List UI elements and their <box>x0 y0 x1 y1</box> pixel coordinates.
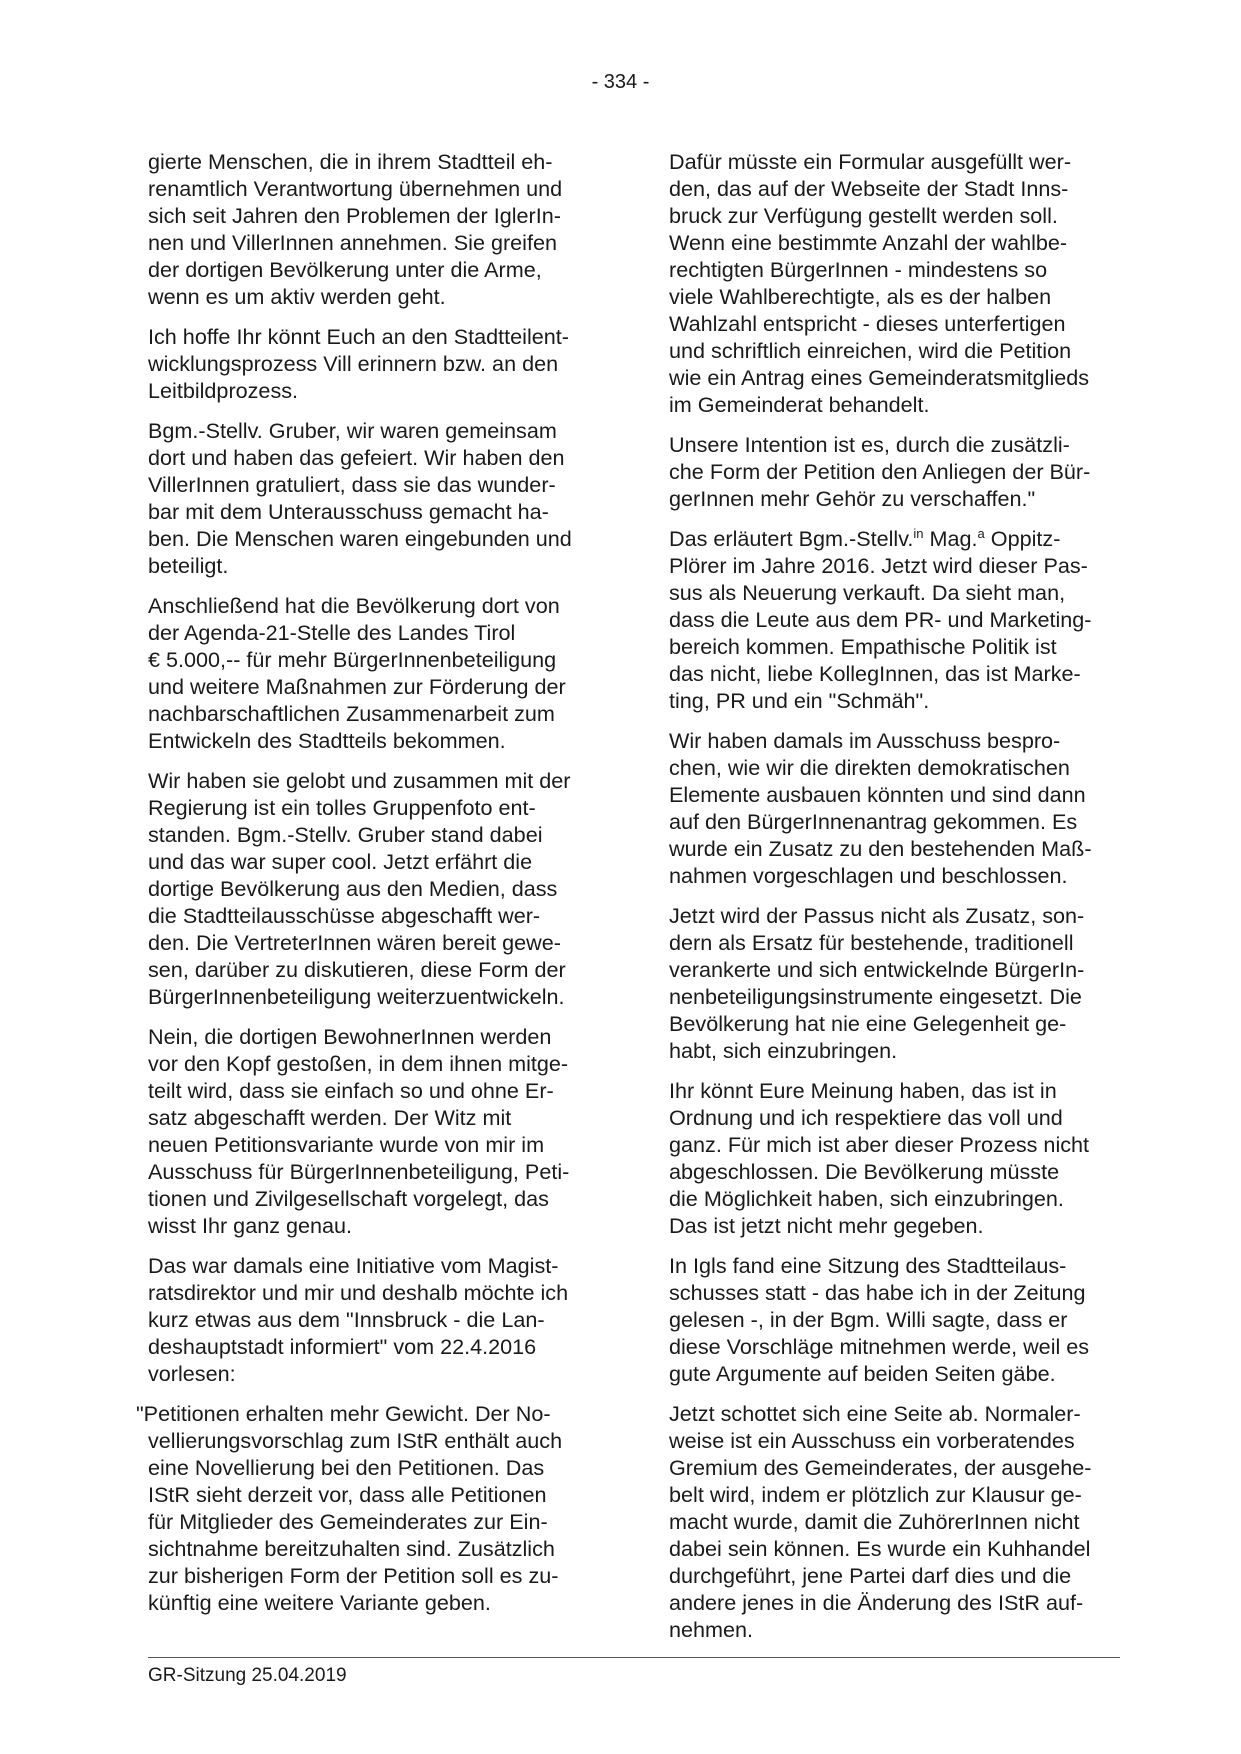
footer-divider <box>148 1657 1120 1658</box>
paragraph: Ihr könnt Eure Meinung haben, das ist in Ordnung und ich respektiere das voll und ganz. Für mich ist aber dieser Prozess nicht abgeschlossen. Die Bevölkerung müsste die Möglichkeit haben, sich einzubringen. Das ist jetzt nicht mehr gegeben. <box>669 1078 1090 1238</box>
paragraph: Anschließend hat die Bevölkerung dort von der Agenda-21-Stelle des Landes Tirol € 5.000,-- für mehr BürgerInnenbeteiligung und weitere Maßnahmen zur Förderung der nachbarschaftlichen Zusammenarbeit zum Entwickeln des Stadtteils bekommen. <box>148 593 566 753</box>
quote-paragraph: "Petitionen erhalten mehr Gewicht. Der No- vellierungsvorschlag zum IStR enthält auch eine Novellierung bei den Petitionen. Das IStR sieht derzeit vor, dass alle Petitionen für Mitglieder des Gemeinderates zur Ein- sichtnahme bereitzuhalten sind. Zusätzlich zur bisherigen Form der Petition soll es zu- künftig eine weitere Variante geben. <box>136 1401 563 1615</box>
text-run: Mag. <box>923 526 978 551</box>
footer-session-date: GR-Sitzung 25.04.2019 <box>148 1665 347 1686</box>
right-column <box>669 148 1121 1656</box>
paragraph: Dafür müsste ein Formular ausgefüllt wer- den, das auf der Webseite der Stadt Inns- bruck zur Verfügung gestellt werden soll. Wenn eine bestimmte Anzahl der wahlbe- rechtigten BürgerInnen - mindestens so viele Wahlberechtigte, als es der halben Wahlzahl entspricht - dieses unterfertigen und schriftlich einreichen, wird die Petition wie ein Antrag eines Gemeinderatsmitglieds im Gemeinderat behandelt. <box>669 149 1090 417</box>
paragraph: Wir haben damals im Ausschuss bespro- chen, wie wir die direkten demokratischen Elemente ausbauen könnten und sind dann auf den BürgerInnenantrag gekommen. Es wurde ein Zusatz zu den bestehenden Maß- nahmen vorgeschlagen und beschlossen. <box>669 728 1092 888</box>
paragraph: In Igls fand eine Sitzung des Stadtteilaus- schusses statt - das habe ich in der Zeitung gelesen -, in der Bgm. Willi sagte, dass er diese Vorschläge mitnehmen werde, weil es gute Argumente auf beiden Seiten gäbe. <box>669 1253 1090 1386</box>
page-number: - 334 - <box>591 71 650 93</box>
superscript: in <box>913 525 924 541</box>
paragraph: gierte Menschen, die in ihrem Stadtteil eh- renamtlich Verantwortung übernehmen und sich seit Jahren den Problemen der IglerIn- nen und VillerInnen annehmen. Sie greifen der dortigen Bevölkerung unter die Arme, wenn es um aktiv werden geht. <box>148 149 563 309</box>
superscript: a <box>977 525 985 541</box>
paragraph: Wir haben sie gelobt und zusammen mit der Regierung ist ein tolles Gruppenfoto ent- standen. Bgm.-Stellv. Gruber stand dabei und das war super cool. Jetzt erfährt die dortige Bevölkerung aus den Medien, dass die Stadtteilausschüsse abgeschafft wer- den. Die VertreterInnen wären bereit gewe- sen, darüber zu diskutieren, diese Form der BürgerInnenbeteiligung weiterzuentwickeln. <box>148 768 571 1009</box>
paragraph: Jetzt wird der Passus nicht als Zusatz, son- dern als Ersatz für bestehende, traditionell verankerte und sich entwickelnde BürgerIn- nenbeteiligungsinstrumente eingesetzt. Die Bevölkerung hat nie eine Gelegenheit ge- habt, sich einzubringen. <box>669 903 1085 1063</box>
paragraph-oppitz <box>669 525 1121 714</box>
paragraph: Das war damals eine Initiative vom Magist- ratsdirektor und mir und deshalb möchte ich kurz etwas aus dem "Innsbruck - die Lan- deshauptstadt informiert" vom 22.4.2016 vorlesen: <box>148 1253 569 1386</box>
paragraph: Bgm.-Stellv. Gruber, wir waren gemeinsam dort und haben das gefeiert. Wir haben den VillerInnen gratuliert, dass sie das wunder- bar mit dem Unterausschuss gemacht ha- ben. Die Menschen waren eingebunden und beteiligt. <box>148 418 572 578</box>
paragraph: Nein, die dortigen BewohnerInnen werden vor den Kopf gestoßen, in dem ihnen mitge- teilt wird, dass sie einfach so und ohne Er- satz abgeschafft werden. Der Witz mit neuen Petitionsvariante wurde von mir im Ausschuss für BürgerInnenbeteiligung, Peti- tionen und Zivilgesellschaft vorgelegt, das wisst Ihr ganz genau. <box>148 1024 570 1238</box>
paragraph: Unsere Intention ist es, durch die zusätzli- che Form der Petition den Anliegen der Bür- gerInnen mehr Gehör zu verschaffen." <box>669 432 1091 511</box>
text-run: Das erläutert Bgm.-Stellv. <box>669 526 914 551</box>
paragraph: Ich hoffe Ihr könnt Euch an den Stadtteilent- wicklungsprozess Vill erinnern bzw. an den Leitbildprozess. <box>148 324 569 403</box>
paragraph: Jetzt schottet sich eine Seite ab. Normaler- weise ist ein Ausschuss ein vorberatendes Gremium des Gemeinderates, der ausgehe- belt wird, indem er plötzlich zur Klausur ge- macht wurde, damit die ZuhörerInnen nicht dabei sein können. Es wurde ein Kuhhandel durchgeführt, jene Partei darf dies und die andere jenes in die Änderung des IStR auf- nehmen. <box>669 1401 1092 1642</box>
left-column <box>136 148 600 1629</box>
text-run: Oppitz- Plörer im Jahre 2016. Jetzt wird dieser Pas- sus als Neuerung verkauft. Da sieht man, dass die Leute aus dem PR- und Marketing- bereich kommen. Empathische Politik ist das nicht, liebe KollegInnen, das ist Marke- ting, PR und ein "Schmäh". <box>669 526 1092 713</box>
